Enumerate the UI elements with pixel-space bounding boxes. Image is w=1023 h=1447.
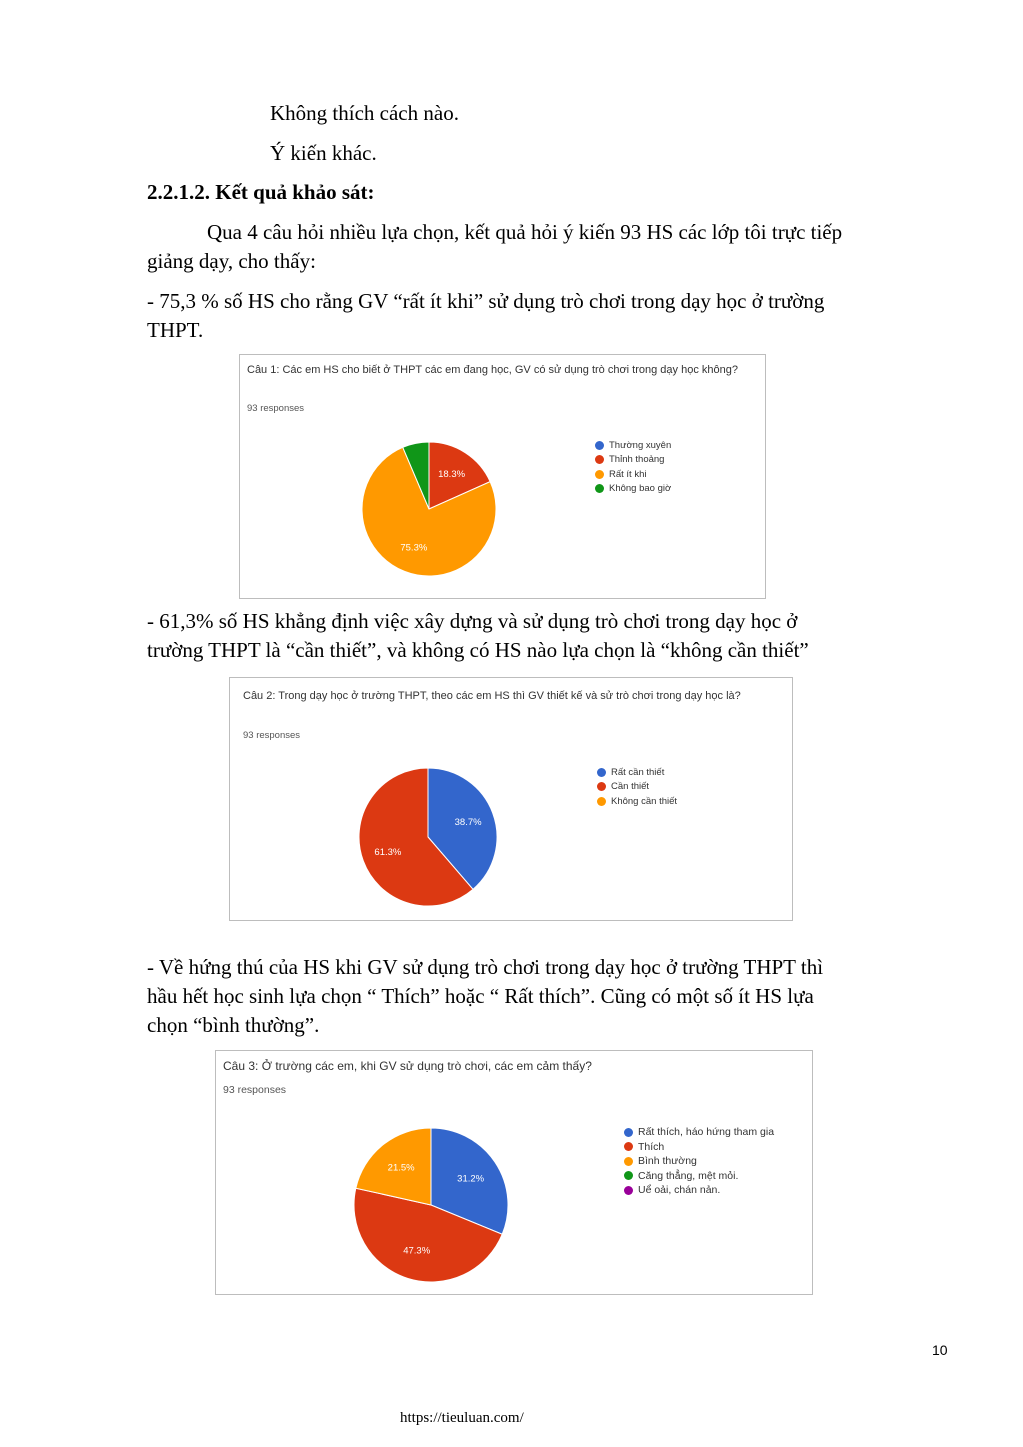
legend-label: Rất thích, háo hứng tham gia (638, 1126, 775, 1139)
pie-data-label-1: 47.3% (403, 1245, 431, 1257)
legend-item (597, 765, 677, 780)
paragraph-intro-1: Qua 4 câu hỏi nhiều lựa chọn, kết quả hỏi ý kiến 93 HS các lớp tôi trực tiếp (207, 220, 843, 244)
legend-dot-icon (597, 782, 606, 791)
paragraph-result-1a: - 75,3 % số HS cho rằng GV “rất ít khi” sử dụng trò chơi trong dạy học ở trường (147, 289, 825, 313)
option-khong-thich: Không thích cách nào. (270, 101, 459, 125)
legend-label: Uể oải, chán nản. (638, 1184, 721, 1197)
legend-label: Rất ít khi (609, 468, 647, 480)
chart-responses: 93 responses (243, 730, 301, 741)
page-number: 10 (932, 1342, 948, 1358)
legend-label: Thích (638, 1140, 665, 1153)
legend-label: Không cần thiết (611, 795, 678, 807)
pie-data-label-1: 18.3% (438, 469, 466, 481)
legend-dot-icon (624, 1186, 633, 1195)
legend-item (624, 1125, 774, 1140)
chart-legend (597, 765, 677, 809)
legend-item (597, 780, 677, 795)
legend-item (595, 467, 671, 482)
legend-dot-icon (595, 441, 604, 450)
legend-dot-icon (595, 470, 604, 479)
section-heading: 2.2.1.2. Kết quả khảo sát: (147, 180, 375, 204)
legend-dot-icon (597, 768, 606, 777)
footer-url: https://tieuluan.com/ (400, 1410, 524, 1426)
chart-legend (595, 438, 671, 496)
legend-label: Không bao giờ (609, 483, 672, 495)
legend-label: Thỉnh thoảng (609, 454, 665, 466)
paragraph-result-2b: trường THPT là “cần thiết”, và không có HS nào lựa chọn là “không cần thiết” (147, 638, 809, 662)
pie-data-label-0: 38.7% (454, 817, 482, 829)
paragraph-result-3a: - Về hứng thú của HS khi GV sử dụng trò chơi trong dạy học ở trường THPT thì (147, 955, 824, 979)
chart-legend (624, 1125, 774, 1198)
legend-item (624, 1140, 774, 1155)
pie-chart (230, 678, 794, 922)
legend-item (595, 453, 671, 468)
legend-dot-icon (624, 1128, 633, 1137)
pie-chart (240, 355, 767, 600)
legend-dot-icon (624, 1171, 633, 1180)
legend-label: Căng thẳng, mệt mỏi. (638, 1169, 739, 1182)
chart-cau-2 (229, 677, 793, 921)
paragraph-result-3b: hầu hết học sinh lựa chọn “ Thích” hoặc “ Rất thích”. Cũng có một số ít HS lựa (147, 984, 814, 1008)
chart-cau-3 (215, 1050, 813, 1295)
pie-data-label-0: 31.2% (457, 1173, 485, 1185)
legend-dot-icon (624, 1142, 633, 1151)
legend-item (624, 1154, 774, 1169)
pie-data-label-1: 61.3% (374, 846, 402, 858)
legend-dot-icon (595, 455, 604, 464)
legend-label: Cần thiết (611, 781, 650, 793)
legend-item (597, 794, 677, 809)
legend-label: Rất cần thiết (611, 766, 665, 778)
option-y-kien-khac: Ý kiến khác. (270, 141, 377, 165)
legend-dot-icon (595, 484, 604, 493)
chart-title: Câu 2: Trong dạy học ở trường THPT, theo các em HS thì GV thiết kế và sử trò chơi trong dạy học là? (243, 690, 741, 702)
legend-item (624, 1183, 774, 1198)
chart-responses: 93 responses (223, 1084, 287, 1096)
chart-cau-1 (239, 354, 766, 599)
legend-label: Thường xuyên (609, 439, 672, 451)
paragraph-result-2a: - 61,3% số HS khẳng định việc xây dựng và sử dụng trò chơi trong dạy học ở (147, 609, 798, 633)
legend-dot-icon (624, 1157, 633, 1166)
paragraph-result-1b: THPT. (147, 318, 204, 342)
chart-title: Câu 3: Ở trường các em, khi GV sử dụng trò chơi, các em cảm thấy? (223, 1059, 592, 1073)
pie-data-label-2: 21.5% (387, 1162, 415, 1174)
legend-item (624, 1169, 774, 1184)
chart-title: Câu 1: Các em HS cho biết ở THPT các em đang học, GV có sử dụng trò chơi trong dạy học không? (247, 364, 738, 376)
paragraph-result-3c: chọn “bình thường”. (147, 1013, 320, 1037)
paragraph-intro-2: giảng dạy, cho thấy: (147, 249, 316, 273)
legend-dot-icon (597, 797, 606, 806)
chart-responses: 93 responses (247, 403, 305, 414)
legend-item (595, 438, 671, 453)
legend-item (595, 482, 671, 497)
pie-data-label-2: 75.3% (400, 542, 428, 554)
legend-label: Bình thường (638, 1155, 697, 1168)
